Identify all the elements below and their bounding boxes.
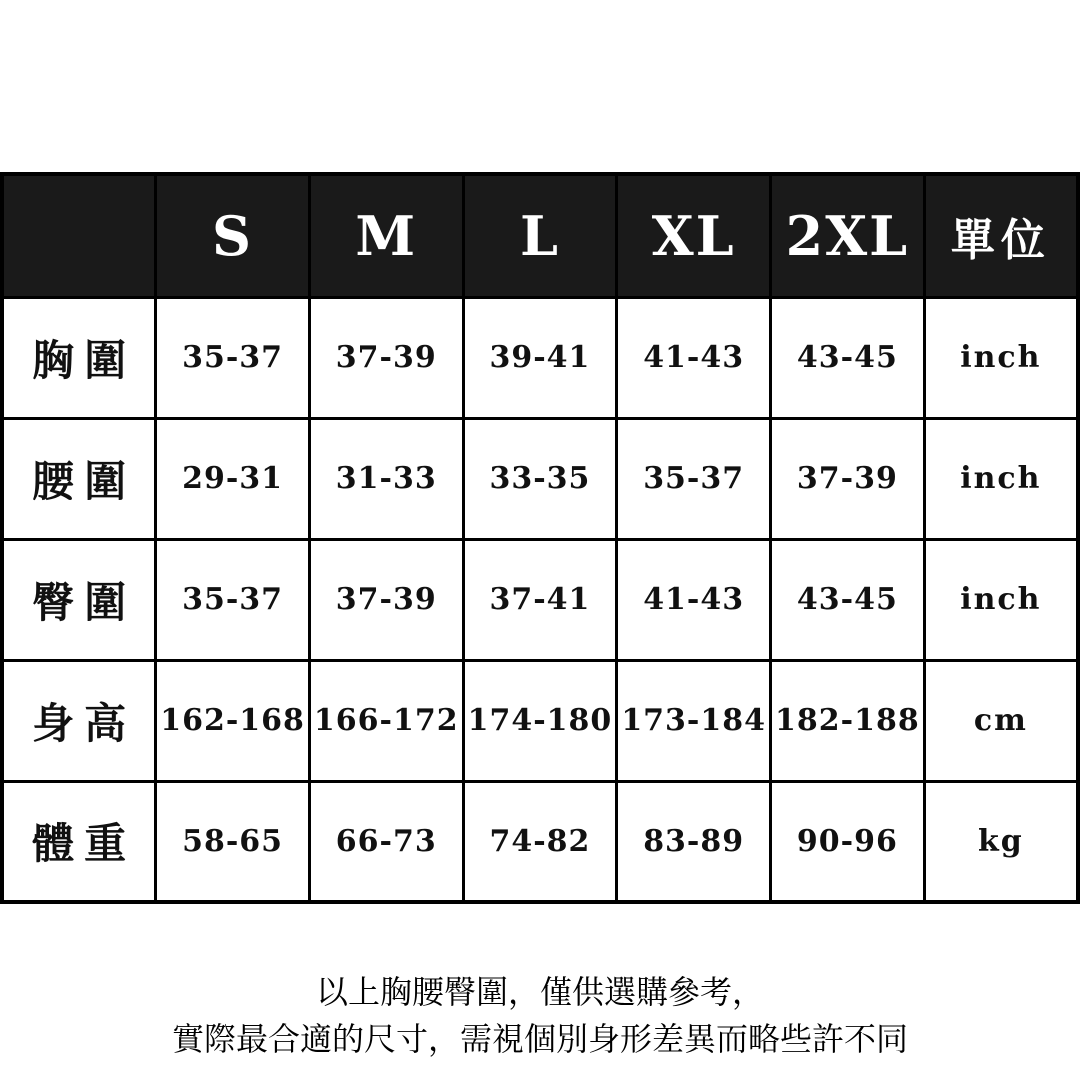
table-row [2,418,1078,539]
header-cell-2xl: 2XL [771,174,925,297]
value-cell: 74-82 [463,781,617,902]
value-cell: 166-172 [309,660,463,781]
value-cell: 43-45 [771,539,925,660]
value-cell: 174-180 [463,660,617,781]
value-cell: 35-37 [156,539,310,660]
header-cell-l: L [463,174,617,297]
value-cell: 182-188 [771,660,925,781]
row-label: 胸圍 [2,297,156,418]
value-cell: 41-43 [617,297,771,418]
value-cell: 33-35 [463,418,617,539]
table-row [2,297,1078,418]
value-cell: 37-41 [463,539,617,660]
value-cell: 37-39 [309,297,463,418]
row-label: 臀圍 [2,539,156,660]
value-cell: 43-45 [771,297,925,418]
header-cell-xl: XL [617,174,771,297]
table-row [2,660,1078,781]
header-cell-blank [2,174,156,297]
table-header [2,174,1078,297]
value-cell: 162-168 [156,660,310,781]
value-cell: 37-39 [309,539,463,660]
value-cell: 83-89 [617,781,771,902]
footer-line-2: 實際最合適的尺寸，需視個別身形差異而略些許不同 [171,1021,908,1057]
footer-note [0,969,1080,1063]
header-cell-unit: 單位 [924,174,1078,297]
row-label: 體重 [2,781,156,902]
value-cell: 39-41 [463,297,617,418]
table-body [2,297,1078,902]
row-label: 身高 [2,660,156,781]
row-label: 腰圍 [2,418,156,539]
value-cell: 31-33 [309,418,463,539]
header-cell-s: S [156,174,310,297]
table-row [2,539,1078,660]
value-cell: 66-73 [309,781,463,902]
table-row [2,781,1078,902]
header-row [2,174,1078,297]
value-cell: 41-43 [617,539,771,660]
footer-line-1: 以上胸腰臀圍，僅供選購參考， [315,974,764,1010]
size-chart-table [0,172,1080,904]
value-cell: 90-96 [771,781,925,902]
header-cell-m: M [309,174,463,297]
value-cell: 173-184 [617,660,771,781]
value-cell: 29-31 [156,418,310,539]
value-cell: 58-65 [156,781,310,902]
unit-cell: inch [924,297,1078,418]
value-cell: 35-37 [617,418,771,539]
unit-cell: inch [924,539,1078,660]
value-cell: 35-37 [156,297,310,418]
unit-cell: inch [924,418,1078,539]
unit-cell: cm [924,660,1078,781]
unit-cell: kg [924,781,1078,902]
value-cell: 37-39 [771,418,925,539]
